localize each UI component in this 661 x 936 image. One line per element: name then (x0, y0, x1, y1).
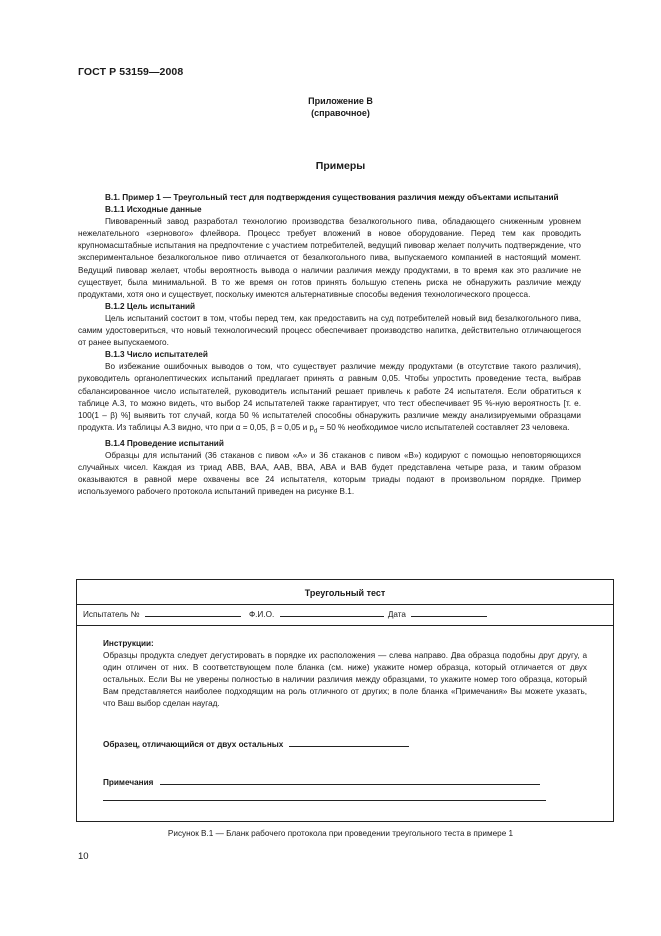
tester-number-field[interactable] (145, 607, 241, 617)
date-label: Дата (387, 610, 406, 619)
subsection-4-text: Образцы для испытаний (36 стаканов с пивом «А» и 36 стаканов с пивом «В») кодируют с помощью неповторяющихся случайных чисел. Каждая из триад ABB, BAA, AAB, BBA, ABA и BAB будет представлена четыре раза, и таким образом оказываются в равной мере охвачены все 24 испытателя, которым триады подают в произвольном порядке. Пример используемого рабочего протокола испытаний приведен на рисунке В.1. (78, 450, 581, 496)
subsection-3-text-a: Во избежание ошибочных выводов о том, что существует различие между продуктами (в отсутствие такого различия), руководитель органолептических испытаний предлагает принять α равным 0,05. Чтобы упростить проведение теста, выбрав сбалансированное число испытателей, руководитель испытаний решает привлечь к работе 24 испытателя. Если обратиться к таблице А.3, то можно видеть, что выбор 24 испытателей также гарантирует, что тест обеспечивает 95 %-ную вероятность [т. е. 100(1 – β) %] выявить тот случай, когда 50 % испытателей способны обнаружить различие между анализируемыми образцами продукта. Из таблицы А.3 видно, что при α = 0,05, β = 0,05 и p (78, 362, 581, 432)
example-body (78, 192, 581, 498)
notes-field-line-2[interactable] (103, 791, 546, 801)
subsection-2-text: Цель испытаний состоит в том, чтобы перед тем, как предоставить на суд потребителей новый вид безалкогольного пива, самим удостовериться, что новый технологический процесс обеспечивает производство напитка, действительно отличающегося от ранее выпускаемого. (78, 313, 581, 348)
document-code: ГОСТ Р 53159—2008 (78, 66, 184, 78)
triangle-test-form (76, 579, 614, 822)
appendix-title: Приложение В (308, 96, 373, 106)
instructions-label: Инструкции (103, 639, 152, 648)
sample-label: Образец, отличающийся от двух остальных (103, 739, 284, 749)
figure-caption: Рисунок В.1 — Бланк рабочего протокола при проведении треугольного теста в примере 1 (167, 829, 514, 838)
tester-label: Испытатель № (83, 610, 140, 619)
form-title: Треугольный тест (77, 580, 613, 605)
fio-label: Ф.И.О. (248, 610, 275, 619)
subsection-3-title: В.1.3 Число испытателей (105, 350, 208, 360)
subsection-3-text (78, 361, 581, 437)
form-header-row (77, 605, 613, 626)
instructions-text: Образцы продукта следует дегустировать в порядке их расположения — слева направо. Два образца подобны друг другу, а один отличен от них. В соответствующем поле бланка (см. ниже) укажите номер образца, который отличается от двух остальных. Если Вы не уверены полностью в наличии различия между образцами, то укажите номер того образца, который Вам представляется наиболее подходящим на роль отличного от других; в поле бланка «Примечания» Вы можете указать, что Ваш выбор сделан наугад. (103, 651, 587, 709)
page-number: 10 (78, 851, 89, 862)
date-field[interactable] (411, 607, 487, 617)
pd-subscript: d (314, 428, 318, 435)
notes-field-line-1[interactable] (160, 775, 540, 785)
notes-label: Примечания (103, 777, 154, 787)
fio-field[interactable] (280, 607, 384, 617)
section-title: Примеры (315, 160, 366, 172)
subsection-1-text: Пивоваренный завод разработал технологию производства безалкогольного пива, обладающего сниженным уровнем нежелательного «зернового» флейвора. Процесс требует вложений в новое оборудование. Перед тем как проводить крупномасштабные испытания на предпочтение с участием потребителей, ведущий пивовар желает получить подтверждение, что экспериментальное безалкогольное пиво отличается от безалкогольного пива, выпускаемого компанией в настоящий момент. Ведущий пивовар желает, чтобы вероятность вывода о наличии различия между продуктами, в то время как это различие не существует, была минимальной. В то же время он готов принять большую степень риска не обнаружить различие между продуктами, хотя оно и существует, поскольку имеются альтернативные способы ведения технологического процесса. (78, 217, 581, 299)
subsection-2-title: В.1.2 Цель испытаний (105, 301, 196, 311)
appendix-kind: (справочное) (311, 108, 370, 118)
subsection-1-title: В.1.1 Исходные данные (105, 205, 202, 215)
subsection-3-text-b: = 50 % необходимое число испытателей составляет 23 человека. (317, 422, 570, 432)
form-body: Инструкции: Образцы продукта следует дегустировать в порядке их расположения — слева направо. Два образца подобны друг другу, а один отличен от них. В соответствующем поле бланка (см. ниже) укажите номер образца, который отличается от двух остальных. Если Вы не уверены полностью в наличии различия между образцами, то укажите номер того образца, который Вам представляется наиболее подходящим на роль отличного от других; в поле бланка «Примечания» Вы можете указать, что Ваш выбор сделан наугад. Образец, отличающийся от двух остальных Примечания (77, 626, 613, 805)
example-heading: В.1. Пример 1 — Треугольный тест для подтверждения существования различия между объектами испытаний (105, 193, 559, 202)
sample-field[interactable] (289, 737, 409, 747)
subsection-4-title: В.1.4 Проведение испытаний (105, 438, 224, 448)
